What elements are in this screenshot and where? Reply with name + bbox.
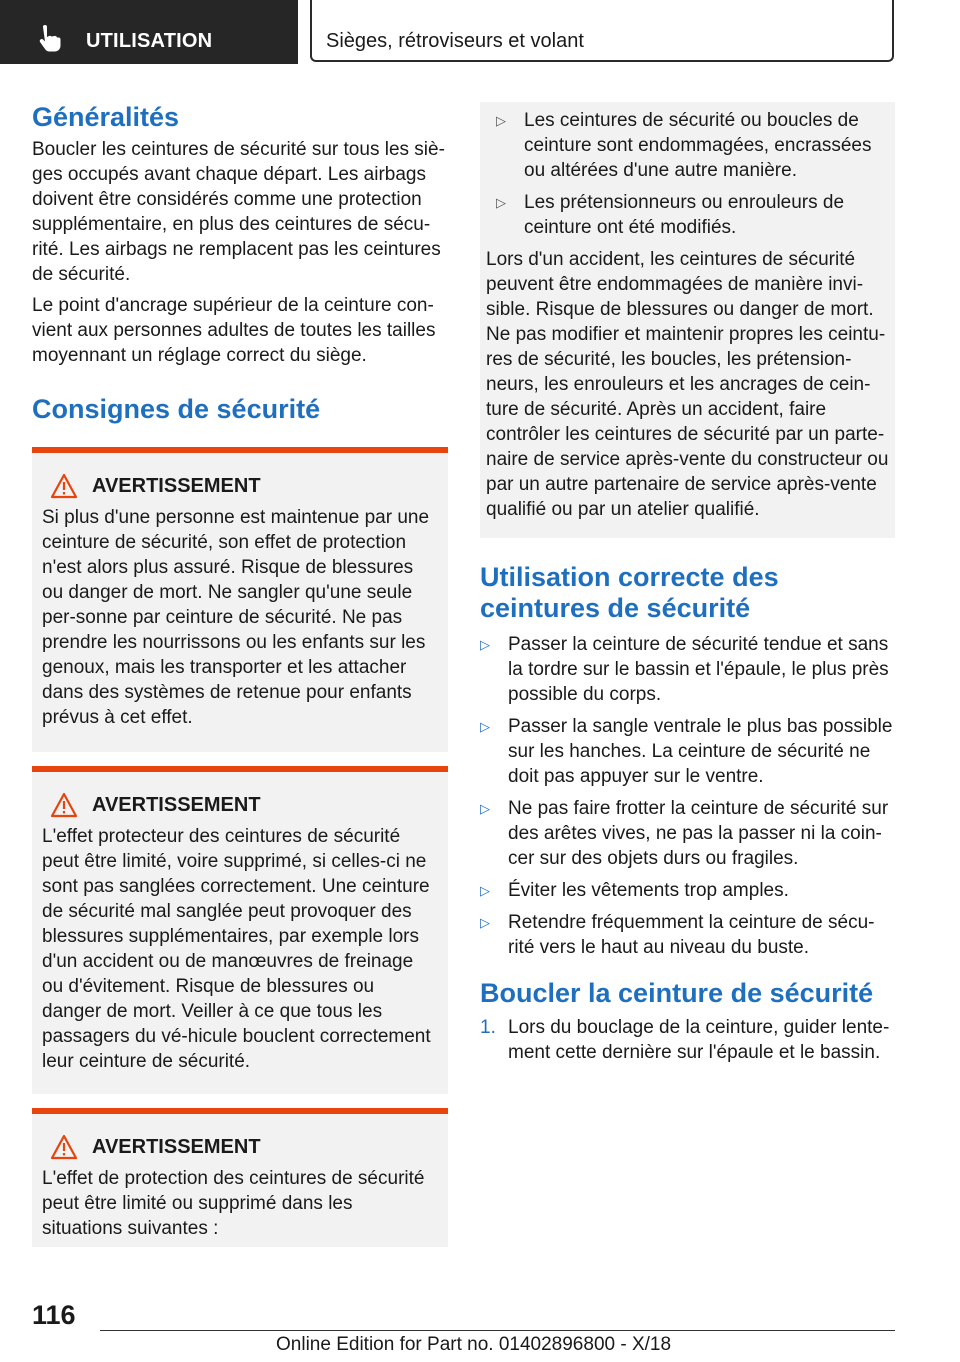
warning-title-row — [50, 792, 438, 818]
list-item — [480, 632, 895, 707]
list-item — [496, 108, 889, 183]
warning-title: AVERTISSEMENT — [92, 1135, 261, 1158]
list-item — [480, 878, 895, 903]
list-item-text: Passer la ceinture de sécurité tendue et sans la tordre sur le bassin et l'épaule, le plus près possible du corps. — [508, 634, 889, 705]
list-item — [480, 714, 895, 789]
right-column — [480, 102, 895, 1072]
warning-title: AVERTISSEMENT — [92, 474, 261, 497]
chapter-label: Sièges, rétroviseurs et volant — [326, 30, 584, 52]
triangle-bullet-icon: ▷ — [480, 801, 490, 816]
list-item-text: Les ceintures de sécurité ou boucles de ceinture sont endommagées, encrassées ou altérées d'une autre manière. — [524, 110, 872, 181]
heading-boucler: Boucler la ceinture de sécurité — [480, 978, 874, 1008]
list-item-text: Ne pas faire frotter la ceinture de sécurité sur des arêtes vives, ne pas la passer ni la coin-cer sur des objets durs ou fragiles. — [508, 798, 889, 869]
left-column — [32, 102, 448, 1247]
header-section-tab — [0, 0, 298, 64]
warning-title-row — [50, 1134, 438, 1160]
step-text: Lors du bouclage de la ceinture, guider lente-ment cette dernière sur l'épaule et le bassin. — [508, 1017, 890, 1063]
list-item-text: Éviter les vêtements trop amples. — [508, 880, 789, 901]
warning-box-2 — [32, 766, 448, 1094]
triangle-bullet-icon: ▷ — [480, 915, 490, 930]
warning-continuation-box — [480, 102, 895, 538]
triangle-bullet-icon: ▷ — [480, 883, 490, 898]
paragraph-generalites-2: Le point d'ancrage supérieur de la ceinture con-vient aux personnes adultes de toutes les tailles moyennant un réglage correct du siège. — [32, 295, 436, 366]
warning-text: Si plus d'une personne est maintenue par une ceinture de sécurité, son effet de protection n'est alors plus assuré. Risque de blessures ou danger de mort. Ne sangler qu'une seule per-sonne par ceinture de sécurité. Ne pas prendre les nourrissons ou les enfants sur les genoux, mais les transporter et les attacher dans des systèmes de retenue pour enfants prévus à cet effet. — [42, 507, 430, 728]
step-item — [480, 1015, 895, 1065]
usage-list — [480, 632, 895, 960]
triangle-bullet-icon: ▷ — [496, 113, 506, 128]
warning-text: L'effet protecteur des ceintures de sécurité peut être limité, voire supprimé, si celles-ci ne sont pas sanglées correctement. Une ceinture de sécurité mal sanglée peut provoquer des blessures supplémentaires, par exemple lors d'un accident ou de manœuvres de freinage ou d'évitement. Risque de blessures ou danger de mort. Veiller à ce que tous les passagers du vé-hicule bouclent correctement leur ceinture de sécurité. — [42, 826, 431, 1072]
page-number: 116 — [32, 1300, 76, 1330]
list-item-text: Passer la sangle ventrale le plus bas possible sur les hanches. La ceinture de sécurité ne doit pas appuyer sur le ventre. — [508, 716, 893, 787]
list-item-text: Retendre fréquemment la ceinture de sécu-rité vers le haut au niveau du buste. — [508, 912, 875, 958]
list-item — [480, 796, 895, 871]
warning-title: AVERTISSEMENT — [92, 793, 261, 816]
warning-title-row — [50, 473, 438, 499]
section-label: UTILISATION — [86, 30, 213, 52]
triangle-bullet-icon: ▷ — [480, 719, 490, 734]
footer-edition: Online Edition for Part no. 01402896800 - X/18 — [276, 1334, 672, 1355]
step-number: 1. — [480, 1017, 496, 1038]
list-item — [496, 190, 889, 240]
warning-box-1 — [32, 447, 448, 752]
heading-consignes: Consignes de sécurité — [32, 394, 321, 424]
hand-pointer-icon — [34, 24, 64, 54]
heading-utilisation-correcte: Utilisation correcte des ceintures de sécurité — [480, 562, 779, 623]
list-item-text: Les prétensionneurs ou enrouleurs de ceinture ont été modifiés. — [524, 192, 845, 238]
warning-triangle-icon — [50, 1134, 78, 1160]
steps-list — [480, 1015, 895, 1065]
triangle-bullet-icon: ▷ — [480, 637, 490, 652]
heading-generalites: Généralités — [32, 102, 180, 132]
paragraph-generalites-1: Boucler les ceintures de sécurité sur tous les siè-ges occupés avant chaque départ. Les airbags doivent être considérés comme une protection supplémentaire, en plus des ceintures de sécu-rité. Les airbags ne remplacent pas les ceintures de sécurité. — [32, 139, 445, 285]
header-chapter-box — [310, 0, 894, 62]
footer-divider — [100, 1330, 895, 1331]
warning-triangle-icon — [50, 473, 78, 499]
triangle-bullet-icon: ▷ — [496, 195, 506, 210]
warning-situation-list — [496, 108, 889, 240]
list-item — [480, 910, 895, 960]
warning-box-3 — [32, 1108, 448, 1247]
warning-triangle-icon — [50, 792, 78, 818]
warning-text: L'effet de protection des ceintures de sécurité peut être limité ou supprimé dans les situations suivantes : — [42, 1168, 425, 1239]
warning-continuation-text: Lors d'un accident, les ceintures de sécurité peuvent être endommagées de manière invi-sible. Risque de blessures ou danger de mort. Ne pas modifier et maintenir propres les ceintu-res de sécurité, les boucles, les prétension-neurs, les enrouleurs et les ancrages de cein-ture de sécurité. Après un accident, faire contrôler les ceintures de sécurité par un parte-naire de service après-vente du constructeur ou par un autre partenaire de service après-vente qualifié ou par un atelier qualifié. — [486, 249, 889, 520]
